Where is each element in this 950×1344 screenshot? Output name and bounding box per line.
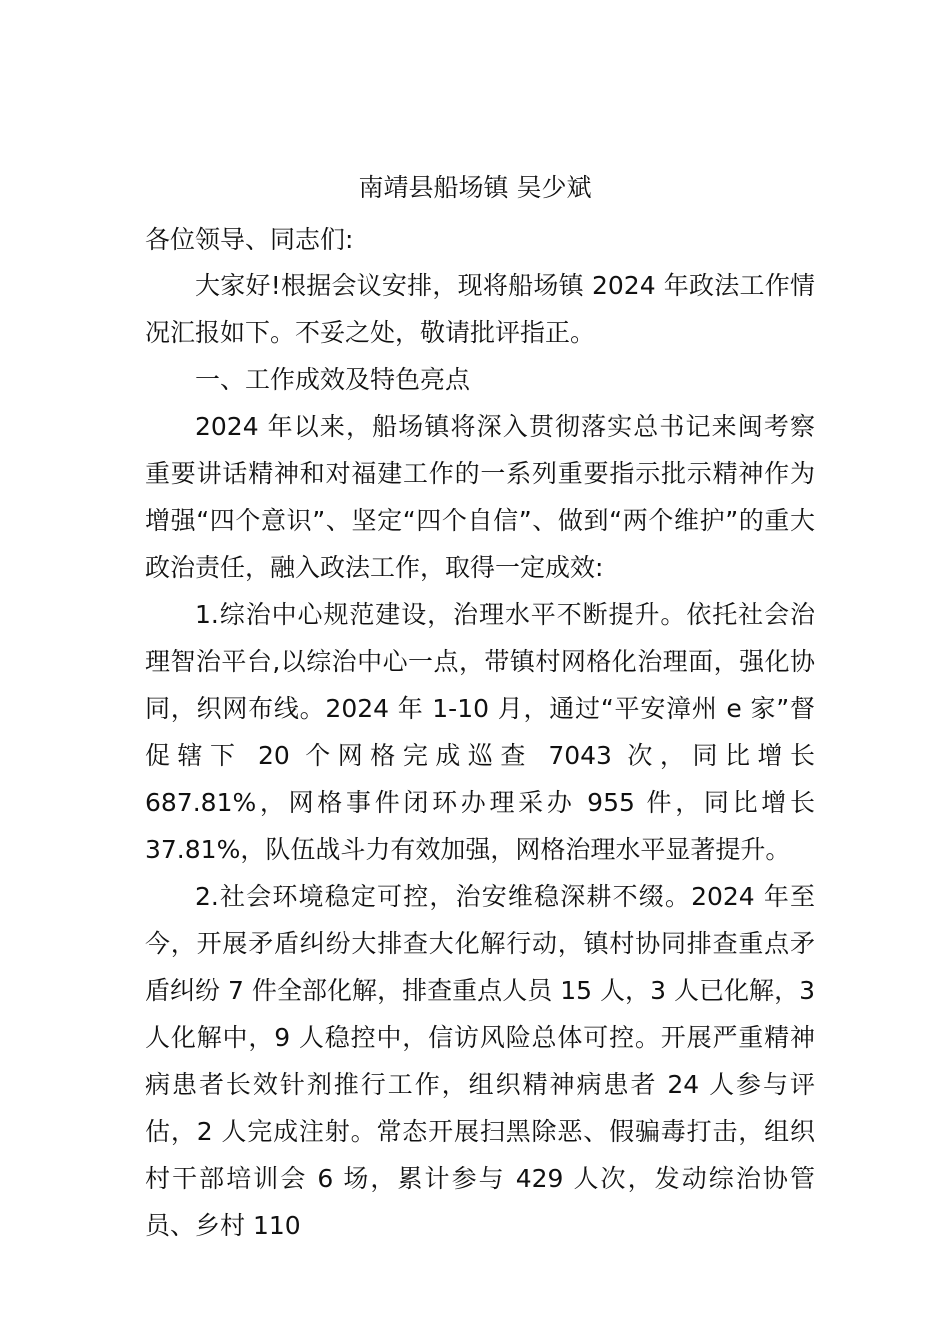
paragraph-item-2: 2.社会环境稳定可控，治安维稳深耕不缀。2024 年至今，开展矛盾纠纷大排查大化解行动，镇村协同排查重点矛盾纠纷 7 件全部化解，排查重点人员 15 人，3 人已化解，3 人化解中，9 人稳控中，信访风险总体可控。开展严重精神病患者长效针剂推行工作，组织精神病患者 24 人参与评估，2 人完成注射。常态开展扫黑除恶、假骗毒打击，组织村干部培训会 6 场，累计参与 429 人次，发动综治协管员、乡村 110: [145, 882, 815, 1240]
author-line: 南靖县船场镇 吴少斌: [358, 173, 592, 202]
document-body: [145, 262, 815, 1249]
section-heading: 一、工作成效及特色亮点: [195, 365, 471, 394]
paragraph-overview: 2024 年以来，船场镇将深入贯彻落实总书记来闽考察重要讲话精神和对福建工作的一系列重要指示批示精神作为增强“四个意识”、坚定“四个自信”、做到“两个维护”的重大政治责任，融入政法工作，取得一定成效:: [145, 412, 815, 582]
paragraph-item-1: 1.综治中心规范建设，治理水平不断提升。依托社会治理智治平台,以综治中心一点，带镇村网格化治理面，强化协同，织网布线。2024 年 1-10 月，通过“平安漳州 e 家”督促辖下 20 个网格完成巡查 7043 次，同比增长 687.81%，网格事件闭环办理采办 955 件，同比增长 37.81%，队伍战斗力有效加强，网格治理水平显著提升。: [145, 600, 815, 864]
paragraph-greeting: 大家好!根据会议安排，现将船场镇 2024 年政法工作情况汇报如下。不妥之处，敬请批评指正。: [145, 271, 815, 347]
salutation: 各位领导、同志们:: [145, 225, 354, 254]
